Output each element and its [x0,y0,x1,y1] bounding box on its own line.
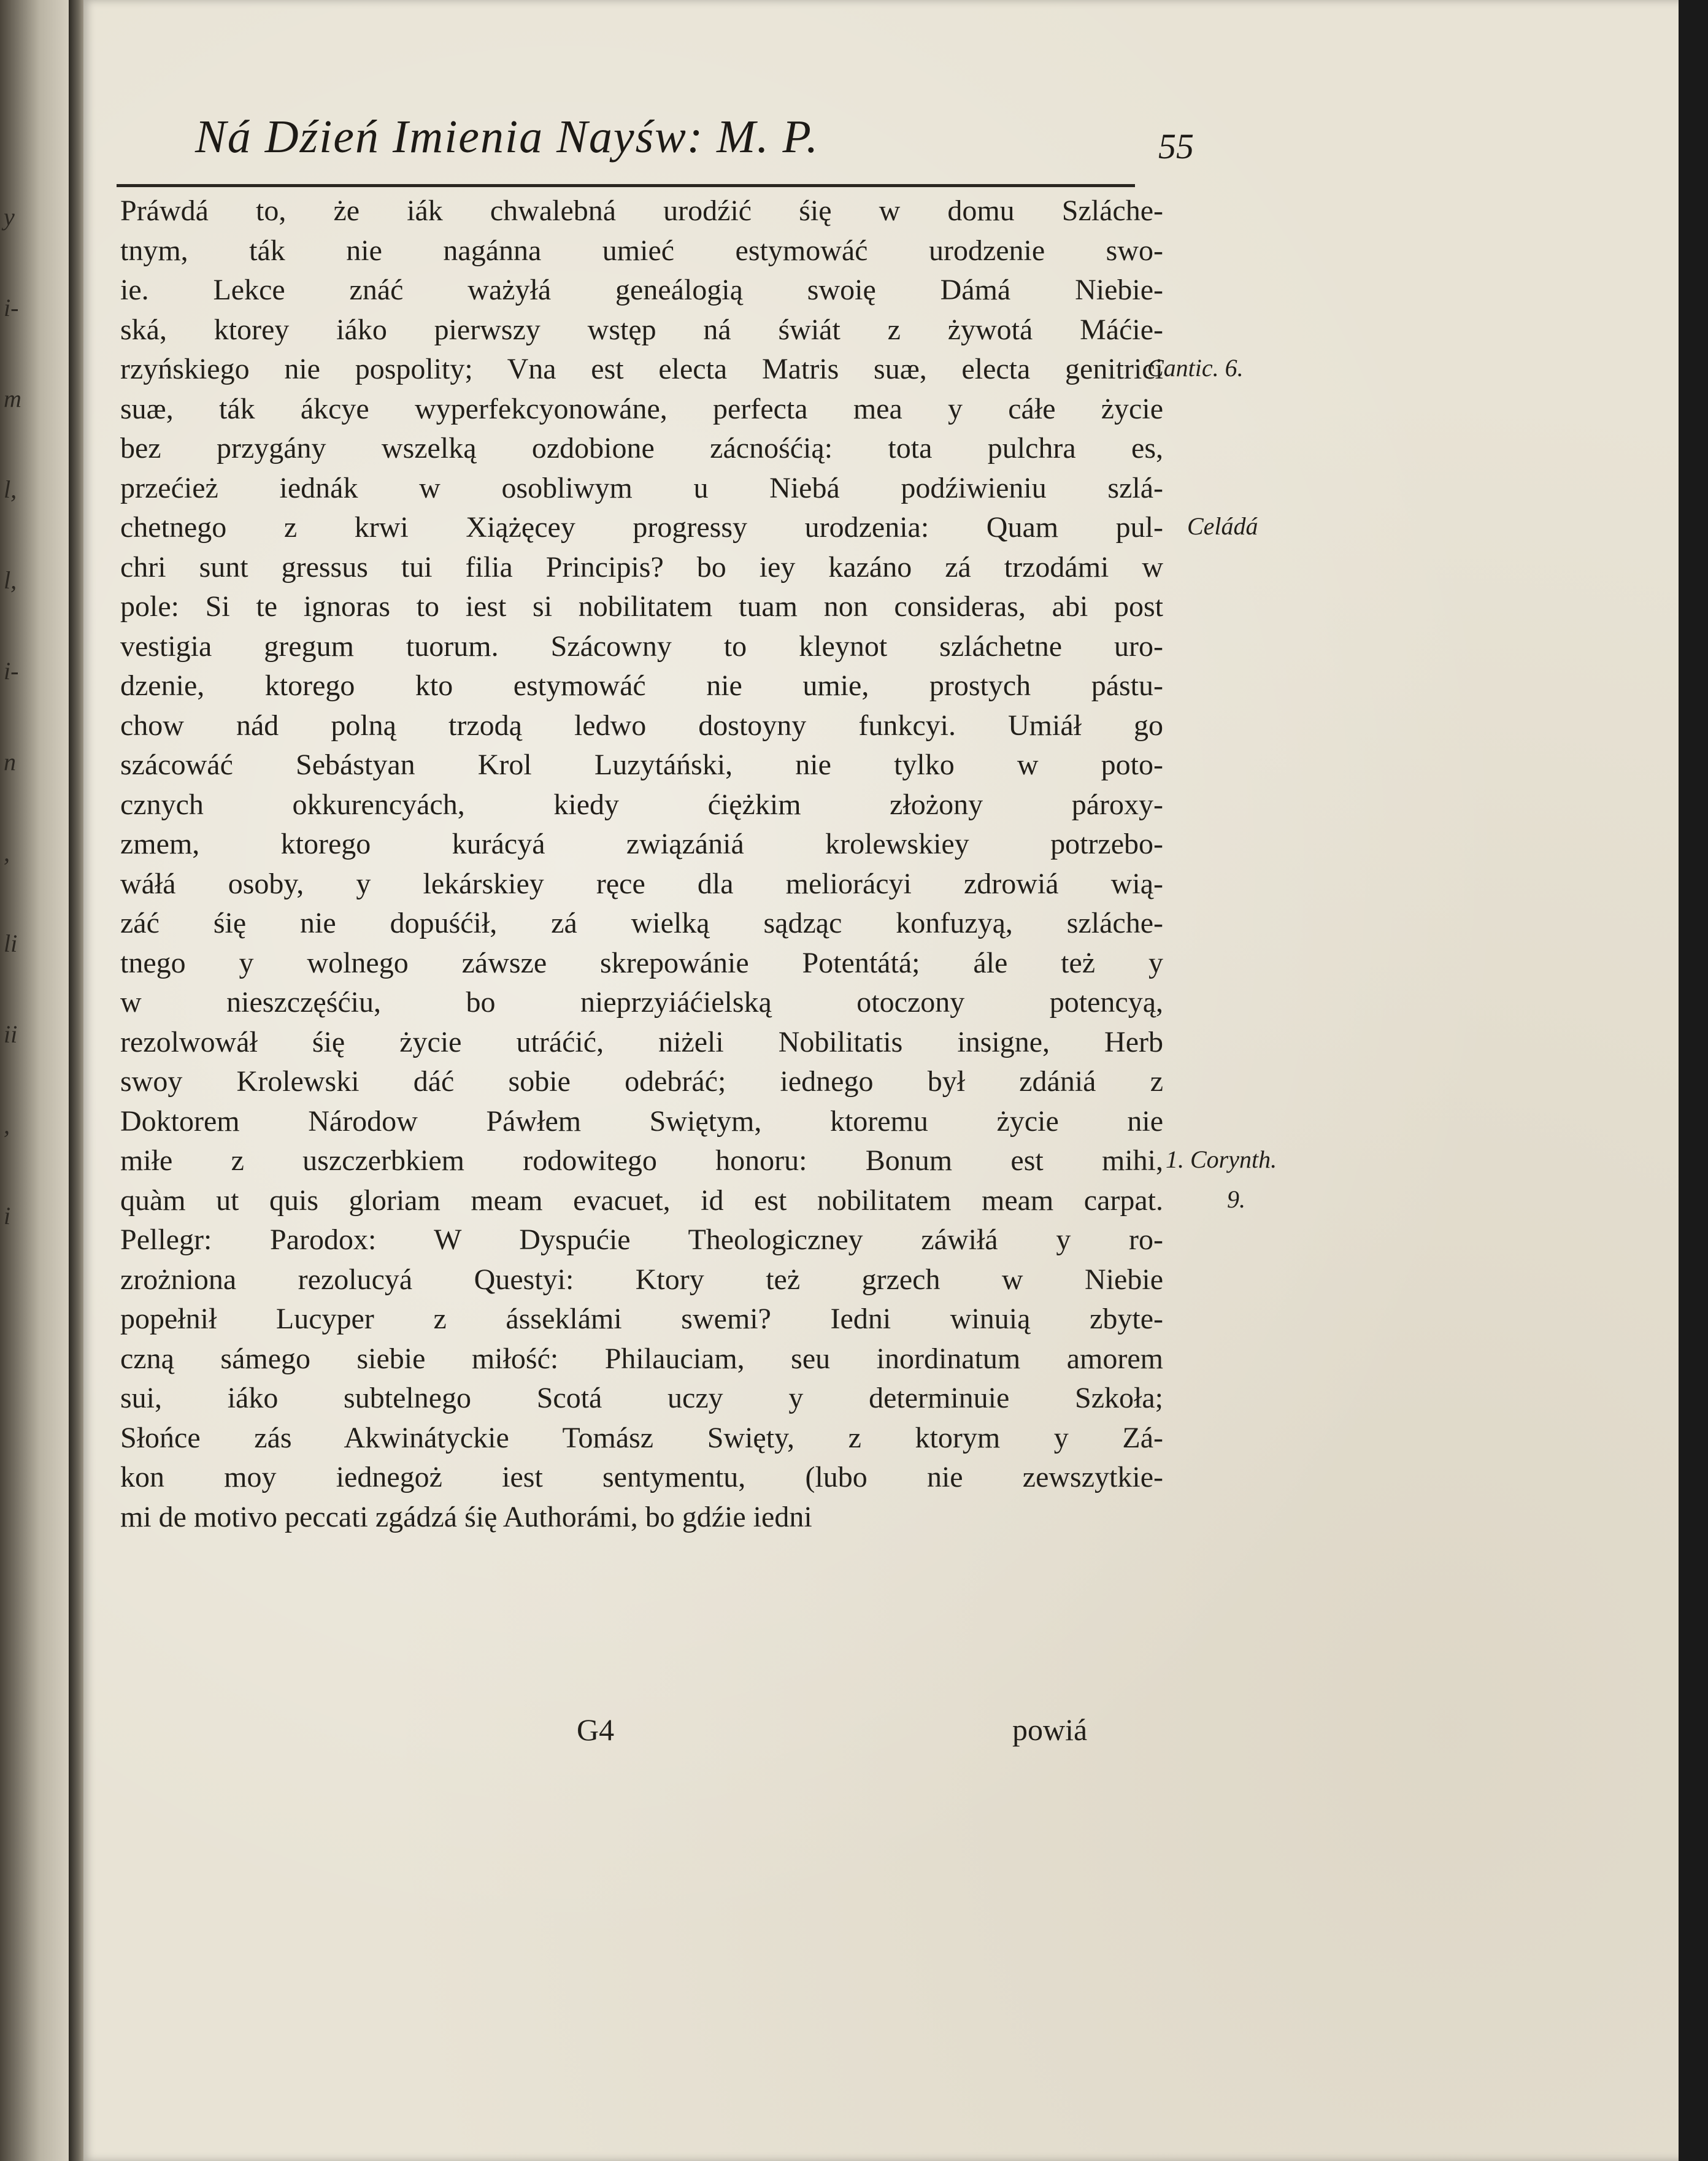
previous-page-fragment: , [4,1111,10,1139]
page-right-edge [1679,0,1708,2161]
text-line: bez przygány wszelką ozdobione zácnośćią: tota pulchra es, [120,432,1163,464]
text-line: mi de motivo peccati zgádzá śię Authorámi, bo gdźie iedni [120,1500,812,1533]
text-line: Pellegr: Parodox: W Dyspućie Theologiczney záwiłá y ro- [120,1223,1163,1256]
previous-page-fragment: li [4,930,18,957]
text-line: zrożniona rezolucyá Questyi: Ktory też grzech w Niebie [120,1263,1163,1296]
previous-page-fragment: l, [4,566,17,594]
text-line: przećież iednák w osobliwym u Niebá podźiwieniu szlá- [120,471,1163,504]
previous-page-edge [0,0,72,2161]
text-line: rezolwowáł śię życie utráćić, niżeli Nobilitatis insigne, Herb [120,1025,1163,1058]
text-line: chow nád polną trzodą ledwo dostoyny funkcyi. Umiáł go [120,709,1163,742]
catchword: powiá [1012,1712,1088,1747]
previous-page-fragment: i- [4,657,19,685]
marginal-note: Celádá [1187,512,1258,540]
book-gutter [69,0,85,2161]
marginal-note: 1. Corynth. [1166,1146,1277,1173]
text-line: rzyńskiego nie pospolity; Vna est electa Matris suæ, electa genitrici [120,353,1163,385]
text-line: tnym, ták nie nagánna umieć estymowáć urodzenie swo- [120,234,1163,267]
body-text [120,191,1163,1537]
previous-page-fragment: l, [4,476,17,503]
text-line: chri sunt gressus tui filia Principis? bo iey kazáno zá trzodámi w [120,550,1163,584]
signature-mark: G4 [577,1712,615,1747]
text-line: ie. Lekce znáć ważyłá geneálogią swoię Dámá Niebie- [120,274,1163,306]
marginal-note: Cantic. 6. [1147,354,1244,382]
text-line: kon moy iednegoż iest sentymentu, (lubo nie zewszytkie- [120,1461,1163,1493]
text-line: chetnego z krwi Xiążęcey progressy urodzenia: Quam pul- [120,511,1163,544]
text-line: wáłá osoby, y lekárskiey ręce dla meliorácyi zdrowiá wią- [120,867,1163,900]
text-line: ská, ktorey iáko pierwszy wstęp ná świát z żywotá Máćie- [120,313,1163,346]
marginal-note: 9. [1227,1185,1245,1213]
text-line: suæ, ták ákcye wyperfekcyonowáne, perfecta mea y cáłe życie [120,392,1163,425]
text-line: quàm ut quis gloriam meam evacuet, id est nobilitatem meam carpat. [120,1184,1163,1217]
header-rule [117,184,1135,187]
text-line: dzenie, ktorego kto estymowáć nie umie, prostych pástu- [120,669,1163,702]
text-line: tnego y wolnego záwsze skrepowánie Potentátá; ále też y [120,946,1163,979]
previous-page-fragment: ii [4,1020,18,1048]
running-title: Ná Dźień Imienia Nayśw: M. P. [195,111,820,163]
text-line: popełnił Lucyper z ásseklámi swemi? Iedni winuią zbyte- [120,1303,1163,1335]
text-line: vestigia gregum tuorum. Szácowny to kleynot szláchetne uro- [120,630,1163,663]
previous-page-fragment: i [4,1202,11,1230]
text-line: pole: Si te ignoras to iest si nobilitatem tuam non consideras, abi post [120,590,1163,623]
text-line: czną sámego siebie miłość: Philauciam, seu inordinatum amorem [120,1342,1163,1375]
text-line: szácowáć Sebástyan Krol Luzytáński, nie tylko w poto- [120,749,1163,781]
text-line: Doktorem Národow Páwłem Swiętym, ktoremu życie nie [120,1104,1163,1138]
text-line: sui, iáko subtelnego Scotá uczy y determinuie Szkoła; [120,1382,1163,1414]
text-line: swoy Krolewski dáć sobie odebráć; iednego był zdániá z [120,1065,1163,1098]
text-line: w nieszczęśćiu, bo nieprzyiáćielską otoczony potencyą, [120,986,1163,1019]
text-line: miłe z uszczerbkiem rodowitego honoru: Bonum est mihi, [120,1144,1163,1177]
page-number: 55 [1158,126,1194,166]
previous-page-fragment: , [4,839,10,866]
previous-page-fragment: y [4,203,15,231]
previous-page-fragment: i- [4,294,19,322]
text-line: záć śię nie dopuśćił, zá wielką sądząc konfuzyą, szláche- [120,907,1163,939]
text-line: Słońce zás Akwinátyckie Tomász Swięty, z ktorym y Zá- [120,1421,1163,1454]
previous-page-fragment: m [4,385,21,412]
previous-page-fragment: n [4,748,16,776]
text-line: Práwdá to, że iák chwalebná urodźić śię w domu Szláche- [120,195,1163,227]
text-line: cznych okkurencyách, kiedy ćiężkim złożony pároxy- [120,788,1163,821]
text-line: zmem, ktorego kurácyá związániá krolewskiey potrzebo- [120,828,1163,860]
